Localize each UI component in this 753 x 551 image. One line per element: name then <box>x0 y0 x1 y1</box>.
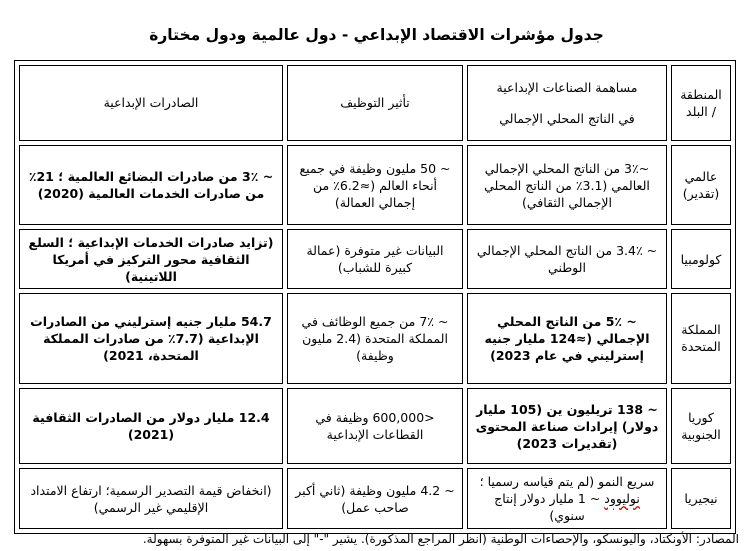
region-cell: المملكة المتحدة <box>671 293 731 384</box>
header-gdp-line2: في الناتج المحلي الإجمالي <box>499 110 635 126</box>
employment-cell: البيانات غير متوفرة (عمالة كبيرة للشباب) <box>287 229 463 289</box>
table-row <box>19 229 731 289</box>
gdp-cell: ~ 5٪ من الناتج المحلي الإجمالي (≈124 مليار جنيه إسترليني في عام 2023) <box>467 293 667 384</box>
gdp-cell: ~ 3.4٪ من الناتج المحلي الإجمالي الوطني <box>467 229 667 289</box>
exports-cell: ~ 3٪ من صادرات البضائع العالمية ؛ 21٪ من صادرات الخدمات العالمية (2020) <box>19 145 283 226</box>
indicators-table <box>14 60 736 534</box>
exports-cell: 54.7 مليار جنيه إسترليني من الصادرات الإبداعية (7.7٪ من صادرات المملكة المتحدة، 2021) <box>19 293 283 384</box>
gdp-cell <box>467 468 667 529</box>
exports-cell: (تزايد صادرات الخدمات الإبداعية ؛ السلع الثقافية محور التركيز في أمريكا اللاتينية) <box>19 229 283 289</box>
region-cell: عالمي (تقدير) <box>671 145 731 226</box>
region-cell: كوريا الجنوبية <box>671 388 731 465</box>
header-employment: تأثير التوظيف <box>287 65 463 141</box>
table-row <box>19 468 731 529</box>
employment-cell: ~ 7٪ من جميع الوظائف في المملكة المتحدة (2.4 مليون وظيفة) <box>287 293 463 384</box>
header-exports: الصادرات الإبداعية <box>19 65 283 141</box>
exports-cell: (انخفاض قيمة التصدير الرسمية؛ ارتفاع الامتداد الإقليمي غير الرسمي) <box>19 468 283 529</box>
gdp-text-part1: سريع النمو (لم يتم قياسه رسميا ؛ <box>479 474 655 490</box>
gdp-cell: ~3٪ من الناتج المحلي الإجمالي العالمي (3.1٪ من الناتج المحلي الإجمالي الثقافي) <box>467 145 667 226</box>
table-row <box>19 145 731 226</box>
employment-cell: ~ 50 مليون وظيفة في جميع أنحاء العالم (≈6.2٪ من إجمالي العمالة) <box>287 145 463 226</box>
header-gdp-line1: مساهمة الصناعات الإبداعية <box>496 79 638 95</box>
gdp-text-part2: ~ 1 مليار دولار إنتاج سنوي) <box>494 491 605 524</box>
gdp-cell: ~ 138 تريليون ين (105 مليار دولار) إيرادات صناعة المحتوى (تقديرات 2023) <box>467 388 667 465</box>
region-cell: كولومبيا <box>671 229 731 289</box>
page-title: جدول مؤشرات الاقتصاد الإبداعي - دول عالمية ودول مختارة <box>149 26 604 44</box>
header-gdp <box>467 65 667 141</box>
exports-cell: 12.4 مليار دولار من الصادرات الثقافية (2021) <box>19 388 283 465</box>
sources-footnote: المصادر: الأونكتاد، واليونسكو، والإحصاءات الوطنية (انظر المراجع المذكورة). يشير "-" إلى البيانات غير المتوفرة بسهولة. <box>142 532 739 546</box>
region-cell: نيجيريا <box>671 468 731 529</box>
spellcheck-flagged-word: نوليوود <box>604 491 640 507</box>
table-row <box>19 293 731 384</box>
header-row <box>19 65 731 141</box>
employment-cell: ~ 4.2 مليون وظيفة (ثاني أكبر صاحب عمل) <box>287 468 463 529</box>
table-row <box>19 388 731 465</box>
indicators-table-wrapper <box>14 60 736 534</box>
header-region: المنطقة / البلد <box>671 65 731 141</box>
employment-cell: <600,000 وظيفة في القطاعات الإبداعية <box>287 388 463 465</box>
